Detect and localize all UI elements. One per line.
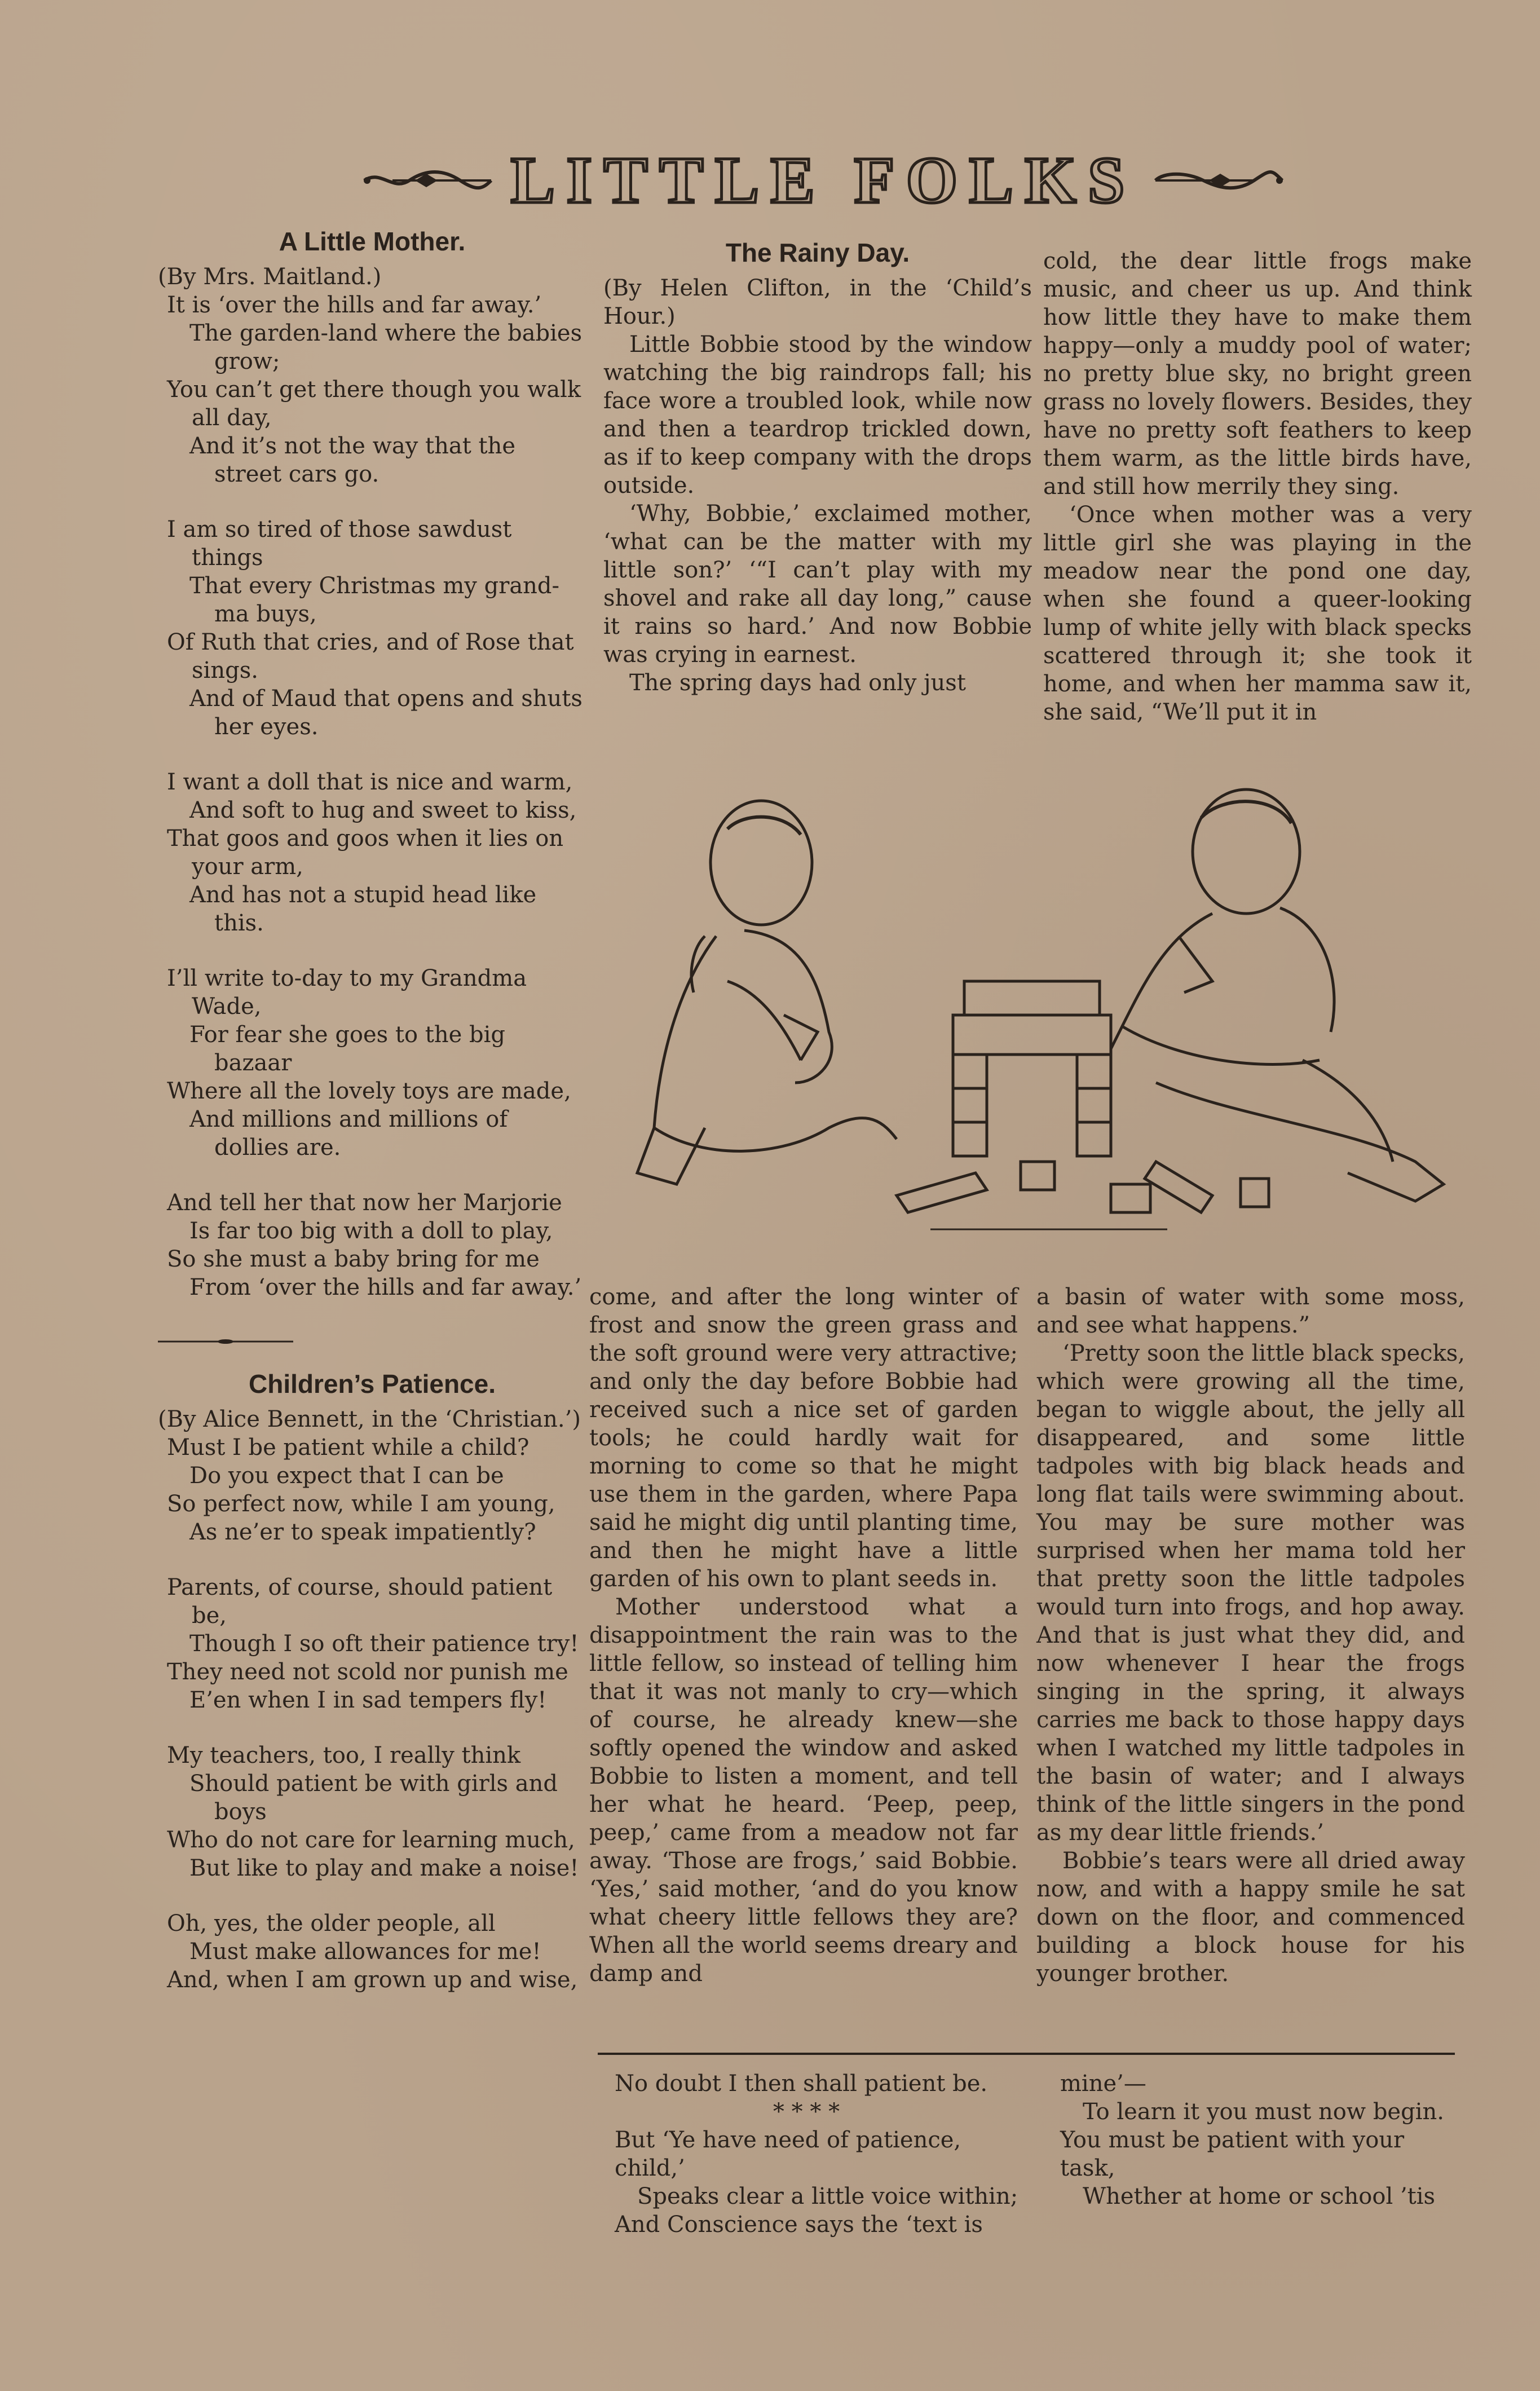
poem-line: Parents, of course, should patient be, xyxy=(167,1574,553,1629)
poem-line: But like to play and make a noise! xyxy=(189,1855,579,1881)
right-boy-figure xyxy=(1111,789,1444,1201)
left-boy-figure xyxy=(637,801,897,1184)
poem-line: It is ‘over the hills and far away.’ xyxy=(167,292,542,318)
poem-childrens-patience xyxy=(158,1433,586,1994)
left-flourish-ornament xyxy=(359,164,494,197)
poem-line: I want a doll that is nice and warm, xyxy=(167,769,573,795)
horizontal-rule xyxy=(598,2053,1455,2055)
poem-line: mine’— xyxy=(1060,2071,1146,2097)
poem-stanza xyxy=(158,515,586,741)
right-flourish-ornament xyxy=(1153,164,1288,197)
poem-stanza xyxy=(158,1573,586,1714)
boys-building-blocks-illustration xyxy=(615,767,1483,1263)
poem-little-mother xyxy=(158,291,586,1302)
byline-childrens-patience: (By Alice Bennett, in the ‘Christian.’) xyxy=(158,1406,581,1432)
poem-stanza xyxy=(158,291,586,488)
column-right-top xyxy=(1043,247,1472,726)
toy-blocks xyxy=(897,981,1269,1229)
column-middle-poem-continuation xyxy=(592,2070,1021,2239)
childrens-patience-continuation-2 xyxy=(1038,2070,1466,2211)
rainy-day-text-part2 xyxy=(1043,247,1472,726)
column-middle-bottom xyxy=(589,1283,1018,1988)
poem-line: You can’t get there though you walk all day, xyxy=(167,377,581,431)
poem-line: No doubt I then shall patient be. xyxy=(615,2071,988,2097)
poem-line: The garden-land where the babies grow; xyxy=(189,320,583,374)
poem-line: Speaks clear a little voice within; xyxy=(637,2183,1018,2209)
poem-line: You must be patient with your task, xyxy=(1060,2127,1405,2181)
poem-line: And of Maud that opens and shuts her eyes. xyxy=(189,686,583,740)
article-heading-little-mother: A Little Mother. xyxy=(279,227,466,256)
rainy-day-text-part4 xyxy=(1036,1283,1465,1988)
column-left xyxy=(158,226,586,2021)
poem-stanza xyxy=(158,1741,586,1882)
poem-line: Of Ruth that cries, and of Rose that sings. xyxy=(167,629,574,683)
paragraph: come, and after the long winter of frost and snow the green grass and the soft ground were very attractive; and only the day before Bobbie had received such a nice set of garden tools; he could hardly wait for morning to come so that he might use them in the garden, where Papa said he might dig until planting time, and then he might have a little garden of his own to plant seeds in. xyxy=(589,1284,1018,1592)
poem-line: Must make allowances for me! xyxy=(189,1939,541,1965)
poem-line: And it’s not the way that the street cars go. xyxy=(189,433,516,487)
paragraph: Little Bobbie stood by the window watching the big raindrops fall; his face wore a troubled look, while now and then a teardrop trickled down, as if to keep company with the drops outside. xyxy=(603,332,1032,499)
poem-line: * * * * xyxy=(773,2099,840,2125)
poem-line: And soft to hug and sweet to kiss, xyxy=(189,797,577,823)
poem-line: That goos and goos when it lies on your arm, xyxy=(167,826,564,880)
poem-line: And millions and millions of dollies are. xyxy=(189,1106,508,1161)
column-right-bottom xyxy=(1036,1283,1465,1988)
article-heading-rainy-day: The Rainy Day. xyxy=(725,238,910,267)
poem-line: So she must a baby bring for me xyxy=(167,1246,540,1272)
poem-line: Must I be patient while a child? xyxy=(167,1435,529,1461)
poem-line: E’en when I in sad tempers fly! xyxy=(189,1687,547,1713)
paragraph: The spring days had only just xyxy=(629,670,966,696)
poem-line: And, when I am grown up and wise, xyxy=(167,1967,578,1993)
rainy-day-text-part3 xyxy=(589,1283,1018,1988)
poem-line: Where all the lovely toys are made, xyxy=(167,1078,571,1104)
poem-line: Who do not care for learning much, xyxy=(167,1827,575,1853)
article-heading-childrens-patience: Children’s Patience. xyxy=(249,1369,496,1399)
poem-stanza xyxy=(158,1189,586,1302)
section-separator xyxy=(158,1339,293,1344)
poem-line: That every Christmas my grand-ma buys, xyxy=(189,573,560,627)
poem-line: And Conscience says the ‘text is xyxy=(615,2212,983,2238)
poem-line: I am so tired of those sawdust things xyxy=(167,517,512,571)
poem-line: Oh, yes, the older people, all xyxy=(167,1911,496,1936)
paragraph: cold, the dear little frogs make music, and cheer us up. And think how little they have to make them happy—only a muddy pool of water; no pretty blue sky, no bright green grass no lovely flowers. Besides, they have no pretty soft feathers to keep them warm, as the little birds have, and still how merrily they sing. xyxy=(1043,248,1472,500)
rainy-day-text-part1 xyxy=(603,330,1032,697)
poem-line: They need not scold nor punish me xyxy=(167,1659,568,1685)
poem-line: I’ll write to-day to my Grandma Wade, xyxy=(167,965,527,1020)
paragraph: ‘Once when mother was a very little girl she was playing in the meadow near the pond one day, when she found a queer-looking lump of white jelly with black specks scattered through it; she took it home, and when her mamma saw it, she said, “We’ll put it in xyxy=(1043,502,1472,725)
poem-line: Do you expect that I can be xyxy=(189,1463,504,1489)
poem-line: Whether at home or school ’tis xyxy=(1083,2183,1436,2209)
poem-stanza xyxy=(158,768,586,937)
poem-line: Should patient be with girls and boys xyxy=(189,1771,558,1825)
paragraph: a basin of water with some moss, and see what happens.” xyxy=(1036,1284,1465,1338)
poem-line: My teachers, too, I really think xyxy=(167,1742,521,1768)
poem-line: Though I so oft their patience try! xyxy=(189,1631,579,1657)
poem-line: To learn it you must now begin. xyxy=(1083,2099,1444,2125)
byline-rainy-day: (By Helen Clifton, in the ‘Child’s Hour.) xyxy=(603,275,1032,329)
poem-stanza xyxy=(158,964,586,1162)
column-right-poem-continuation xyxy=(1038,2070,1466,2211)
childrens-patience-continuation-1 xyxy=(592,2070,1021,2239)
paragraph: Bobbie’s tears were all dried away now, and with a happy smile he sat down on the floor, and commenced building a block house for his younger brother. xyxy=(1036,1848,1465,1987)
poem-line: Is far too big with a doll to play, xyxy=(189,1218,553,1244)
paragraph: ‘Pretty soon the little black specks, which were growing all the time, began to wiggle about, the jelly all disappeared, and some little tadpoles with big black heads and long flat tails were swimming about. You may be sure mother was surprised when her mama told her that pretty soon the little tadpoles would turn into frogs, and hop away. And that is just what they did, and now whenever I hear the frogs singing in the spring, it always carries me back to those happy days when I watched my little tadpoles in the basin of water; and I always think of the little singers in the pond as my dear little friends.’ xyxy=(1036,1340,1465,1846)
poem-line: But ‘Ye have need of patience, child,’ xyxy=(615,2127,961,2181)
paragraph: Mother understood what a disappointment the rain was to the little fellow, so instead of telling him that it was not manly to cry—which of course, he already knew—she softly opened the window and asked Bobbie to listen a moment, and tell her what he heard. ‘Peep, peep, peep,’ came from a meadow not far away. ‘Those are frogs,’ said Bobbie. ‘Yes,’ said mother, ‘and do you know what cheery little fellows they are? When all the world seems dreary and damp and xyxy=(589,1594,1018,1987)
poem-line: And tell her that now her Marjorie xyxy=(167,1190,562,1216)
poem-line: For fear she goes to the big bazaar xyxy=(189,1022,506,1076)
paragraph: ‘Why, Bobbie,’ exclaimed mother, ‘what can be the matter with my little son?’ ‘“I can’t play with my shovel and rake all day long,” cause it rains so hard.’ And now Bobbie was crying in earnest. xyxy=(603,501,1032,668)
masthead xyxy=(338,144,1308,217)
poem-line: So perfect now, while I am young, xyxy=(167,1491,555,1517)
poem-line: As ne’er to speak impatiently? xyxy=(189,1519,536,1545)
column-middle-top xyxy=(603,237,1032,697)
poem-line: From ‘over the hills and far away.’ xyxy=(189,1274,582,1300)
poem-line: And has not a stupid head like this. xyxy=(189,882,537,936)
masthead-title: LITTLE FOLKS xyxy=(510,143,1136,217)
poem-stanza xyxy=(158,1433,586,1546)
byline-little-mother: (By Mrs. Maitland.) xyxy=(158,264,382,290)
poem-stanza xyxy=(158,1909,586,1994)
